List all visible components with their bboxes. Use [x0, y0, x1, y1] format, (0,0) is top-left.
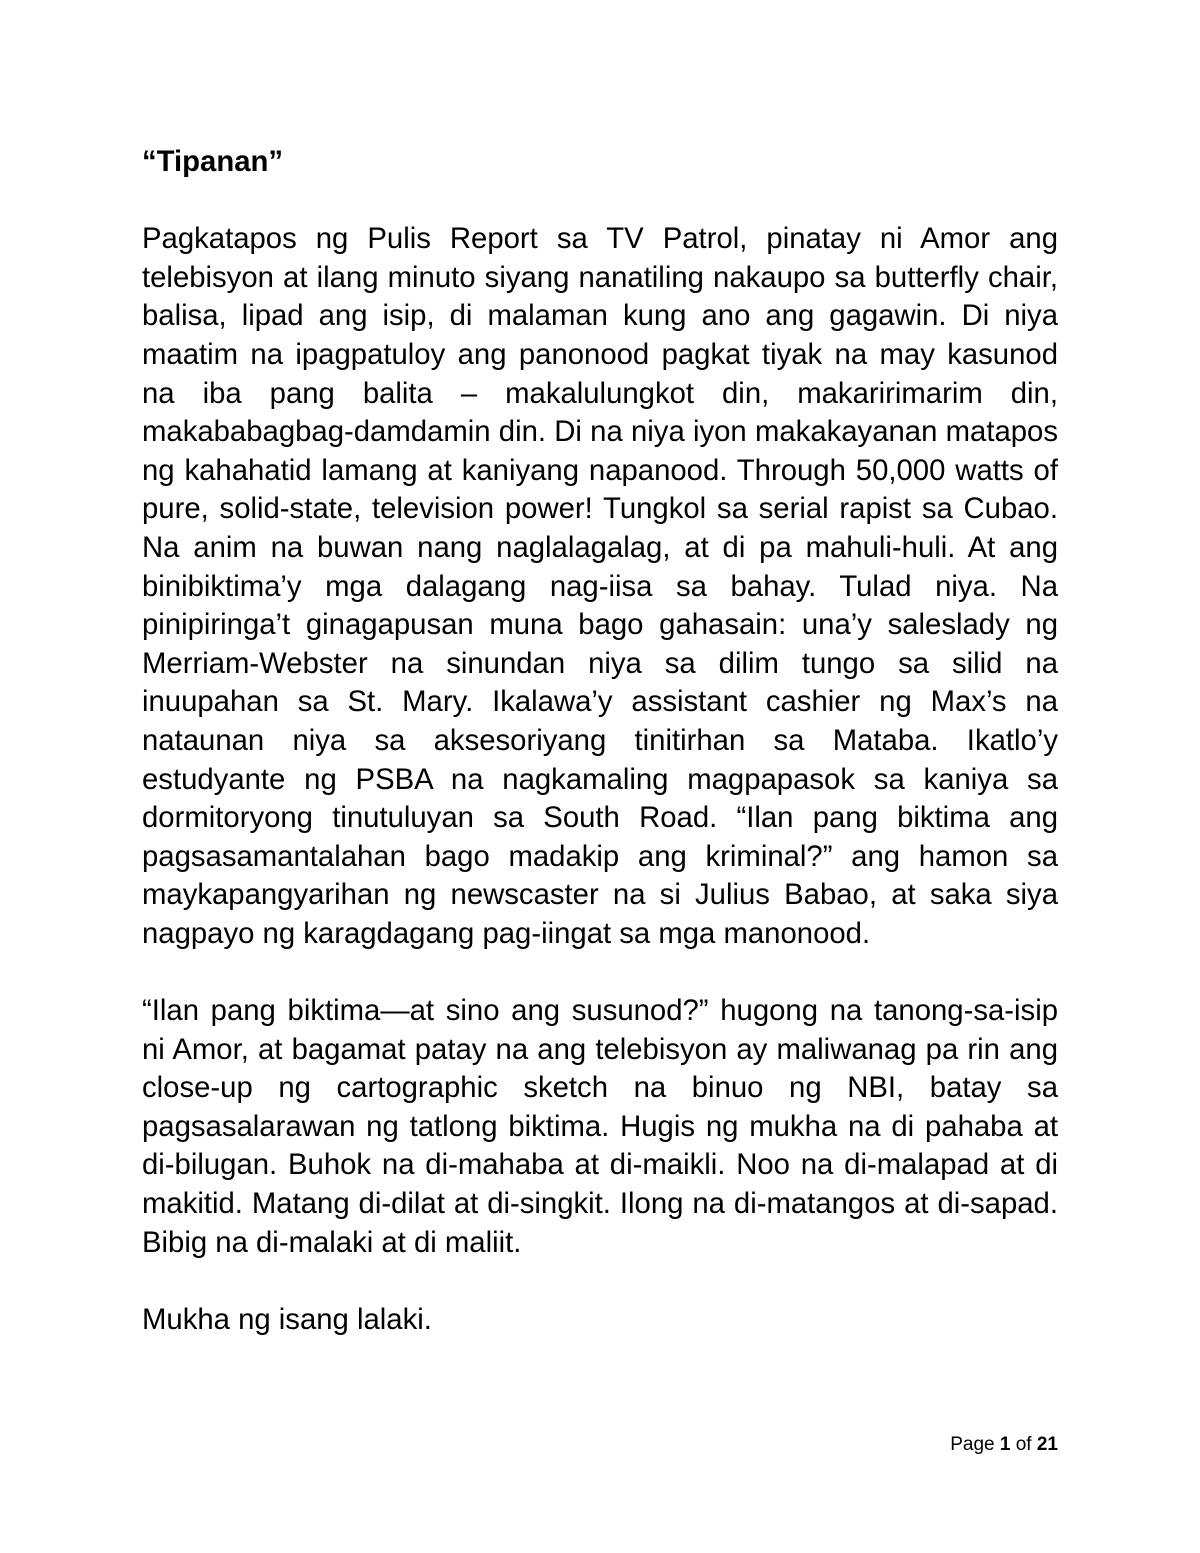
- page-number-footer: [950, 1434, 1058, 1456]
- document-body: [142, 143, 1058, 1378]
- of-label: of: [1015, 1434, 1032, 1455]
- current-page-number: 1: [999, 1434, 1011, 1455]
- paragraph-2: “Ilan pang biktima—at sino ang susunod?” hugong na tanong-sa-isip ni Amor, at bagamat patay na ang telebisyon ay maliwanag pa rin ang close-up ng cartographic sketch na binuo ng NBI, batay sa pagsasalarawan ng tatlong biktima. Hugis ng mukha na di pahaba at di-bilugan. Buhok na di-mahaba at di-maikli. Noo na di-malapad at di makitid. Matang di-dilat at di-singkit. Ilong na di-matangos at di-sapad. Bibig na di-malaki at di maliit.: [142, 994, 1058, 1259]
- page-label: Page: [950, 1434, 995, 1455]
- total-pages-number: 21: [1036, 1434, 1058, 1455]
- paragraph-3: Mukha ng isang lalaki.: [142, 1302, 432, 1336]
- document-title: “Tipanan”: [142, 145, 284, 178]
- paragraph-1: Pagkatapos ng Pulis Report sa TV Patrol, pinatay ni Amor ang telebisyon at ilang minuto siyang nanatiling nakaupo sa butterfly chair, balisa, lipad ang isip, di malaman kung ano ang gagawin. Di niya maatim na ipagpatuloy ang panonood pagkat tiyak na may kasunod na iba pang balita – makalulungkot din, makaririmarim din, makababagbag-damdamin din. Di na niya iyon makakayanan matapos ng kahahatid lamang at kaniyang napanood. Through 50,000 watts of pure, solid-state, television power! Tungkol sa serial rapist sa Cubao. Na anim na buwan nang naglalagalag, at di pa mahuli-huli. At ang binibiktima’y mga dalagang nag-iisa sa bahay. Tulad niya. Na pinipiringa’t ginagapusan muna bago gahasain: una’y saleslady ng Merriam-Webster na sinundan niya sa dilim tungo sa silid na inuupahan sa St. Mary. Ikalawa’y assistant cashier ng Max’s na nataunan niya sa aksesoriyang tinitirhan sa Mataba. Ikatlo’y estudyante ng PSBA na nagkamaling magpapasok sa kaniya sa dormitoryong tinutuluyan sa South Road. “Ilan pang biktima ang pagsasamantalahan bago madakip ang kriminal?” ang hamon sa maykapangyarihan ng newscaster na si Julius Babao, at saka siya nagpayo ng karagdagang pag-iingat sa mga manonood.: [142, 222, 1058, 950]
